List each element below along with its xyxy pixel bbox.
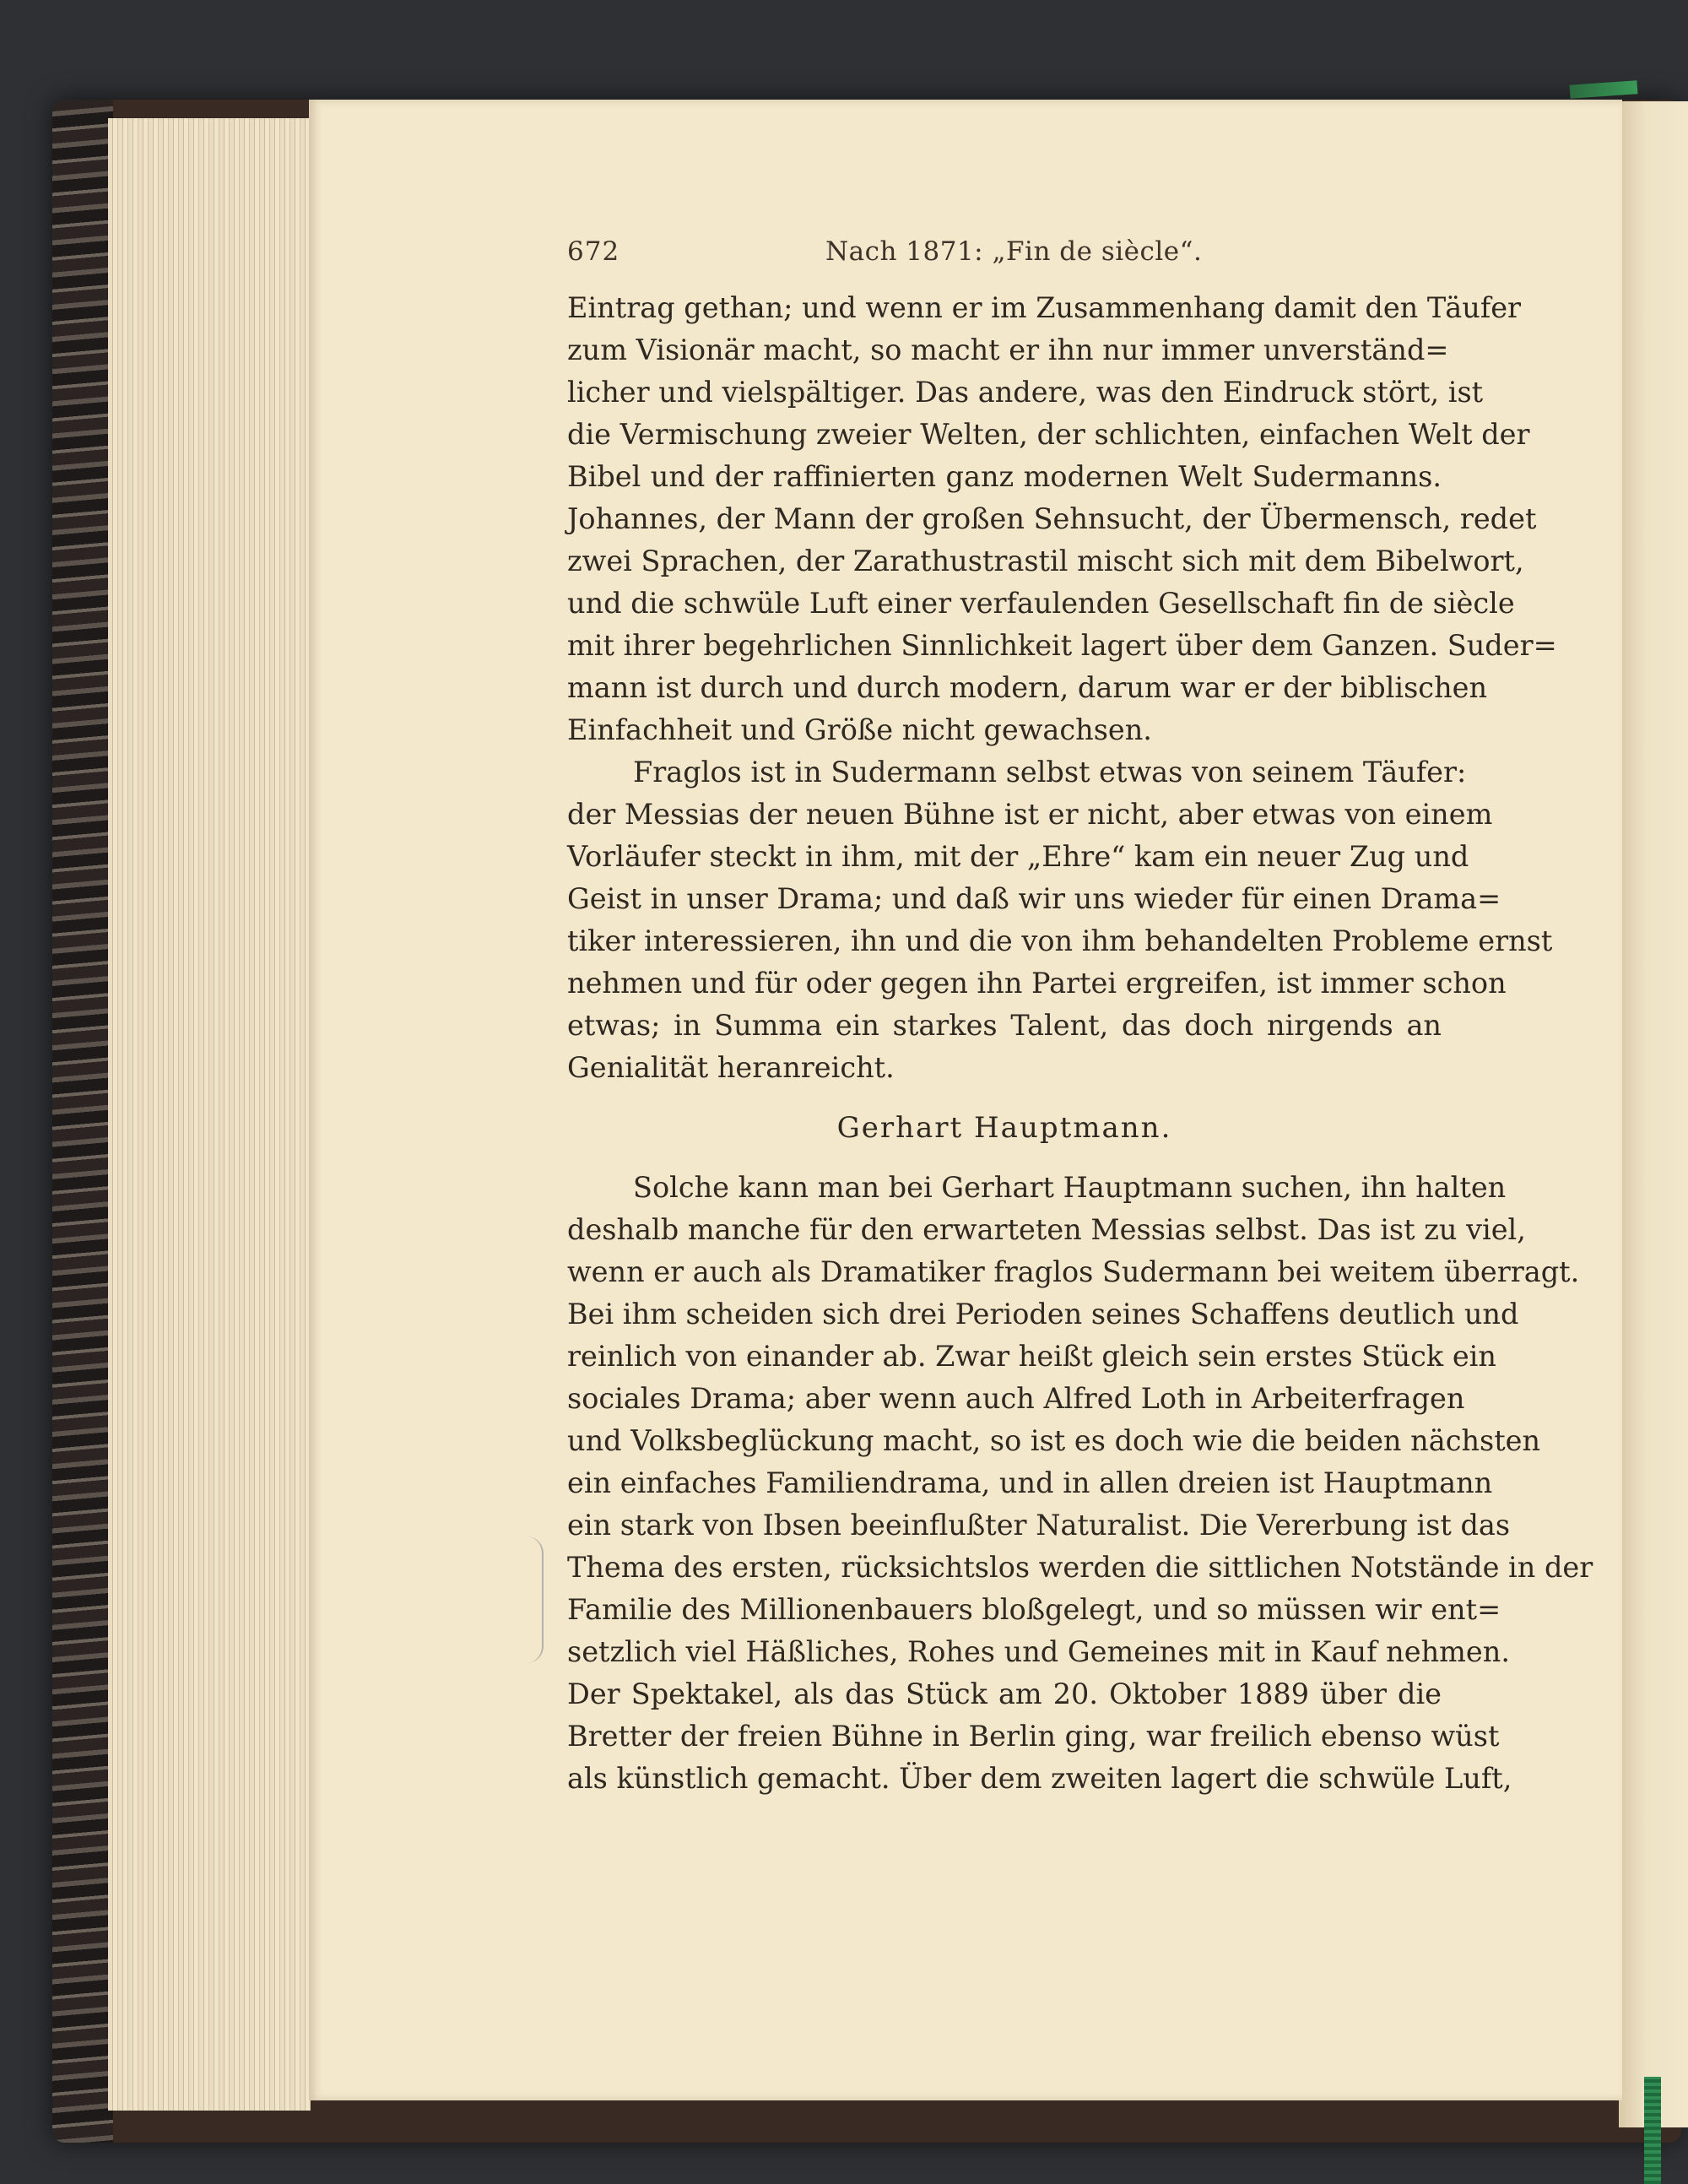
text-line: Eintrag gethan; und wenn er im Zusammenhang damit den Täufer [567, 291, 1522, 324]
text-line: und die schwüle Luft einer verfaulenden Gesellschaft fin de siècle [567, 587, 1515, 620]
text-line: Der Spektakel, als das Stück am 20. Oktober 1889 über die [567, 1677, 1442, 1710]
text-line: Einfachheit und Größe nicht gewachsen. [567, 713, 1152, 746]
book-binding [52, 100, 113, 2143]
text-line: Fraglos ist in Sudermann selbst etwas von seinem Täufer: [633, 756, 1467, 789]
text-line: mit ihrer begehrlichen Sinnlichkeit lagert über dem Ganzen. Suder= [567, 629, 1557, 662]
margin-pencil-mark [527, 1536, 544, 1663]
paragraph [567, 287, 1557, 751]
text-line: Solche kann man bei Gerhart Hauptmann suchen, ihn halten [633, 1171, 1507, 1204]
section-title: Gerhart Hauptmann. [836, 1111, 1172, 1145]
text-line: wenn er auch als Dramatiker fraglos Sudermann bei weitem überragt. [567, 1255, 1580, 1288]
text-line: Bretter der freien Bühne in Berlin ging, war freilich ebenso wüst [567, 1720, 1500, 1753]
text-line: die Vermischung zweier Welten, der schlichten, einfachen Welt der [567, 418, 1530, 451]
text-line: ein stark von Ibsen beeinflußter Naturalist. Die Vererbung ist das [567, 1509, 1511, 1542]
page-header [567, 230, 1445, 267]
text-line: mann ist durch und durch modern, darum war er der biblischen [567, 671, 1488, 704]
bookmark-ribbon-top [1570, 80, 1638, 99]
running-head: Nach 1871: „Fin de siècle“. [825, 236, 1203, 267]
text-line: setzlich viel Häßliches, Rohes und Gemeines mit in Kauf nehmen. [567, 1635, 1510, 1668]
text-line: der Messias der neuen Bühne ist er nicht, aber etwas von einem [567, 798, 1493, 831]
text-line: nehmen und für oder gegen ihn Partei ergreifen, ist immer schon [567, 967, 1507, 1000]
page-number: 672 [567, 236, 620, 267]
text-line: Vorläufer steckt in ihm, mit der „Ehre“ kam ein neuer Zug und [567, 840, 1469, 873]
text-line: Bei ihm scheiden sich drei Perioden seines Schaffens deutlich und [567, 1298, 1519, 1330]
text-line: als künstlich gemacht. Über dem zweiten lagert die schwüle Luft, [567, 1762, 1512, 1795]
text-line: Johannes, der Mann der großen Sehnsucht, der Übermensch, redet [567, 502, 1537, 535]
text-line: Geist in unser Drama; und daß wir uns wieder für einen Drama= [567, 882, 1501, 915]
text-line: deshalb manche für den erwarteten Messias selbst. Das ist zu viel, [567, 1213, 1526, 1246]
body-text [567, 287, 1593, 1800]
text-line: Bibel und der raffinierten ganz modernen Welt Sudermanns. [567, 460, 1442, 493]
text-line: Thema des ersten, rücksichtslos werden die sittlichen Notstände in der [567, 1551, 1593, 1584]
paragraph [567, 1167, 1593, 1800]
text-line: sociales Drama; aber wenn auch Alfred Loth in Arbeiterfragen [567, 1382, 1465, 1415]
text-line: und Volksbeglückung macht, so ist es doch wie die beiden nächsten [567, 1424, 1541, 1457]
page-edges-left [108, 118, 311, 2111]
bookmark-ribbon [1644, 2077, 1661, 2184]
text-line: tiker interessieren, ihn und die von ihm behandelten Probleme ernst [567, 924, 1553, 957]
text-line: licher und vielspältiger. Das andere, was den Eindruck stört, ist [567, 376, 1484, 409]
text-line: Familie des Millionenbauers bloßgelegt, und so müssen wir ent= [567, 1593, 1501, 1626]
paragraph [567, 751, 1553, 1089]
text-line: etwas; in Summa ein starkes Talent, das doch nirgends an [567, 1009, 1442, 1042]
page-edge-right [1619, 101, 1688, 2127]
text-line: zwei Sprachen, der Zarathustrastil mischt sich mit dem Bibelwort, [567, 545, 1524, 577]
text-line: ein einfaches Familiendrama, und in allen dreien ist Hauptmann [567, 1466, 1493, 1499]
text-line: zum Visionär macht, so macht er ihn nur immer unverständ= [567, 333, 1449, 366]
text-line: Genialität heranreicht. [567, 1051, 895, 1084]
text-line: reinlich von einander ab. Zwar heißt gleich sein erstes Stück ein [567, 1340, 1496, 1373]
